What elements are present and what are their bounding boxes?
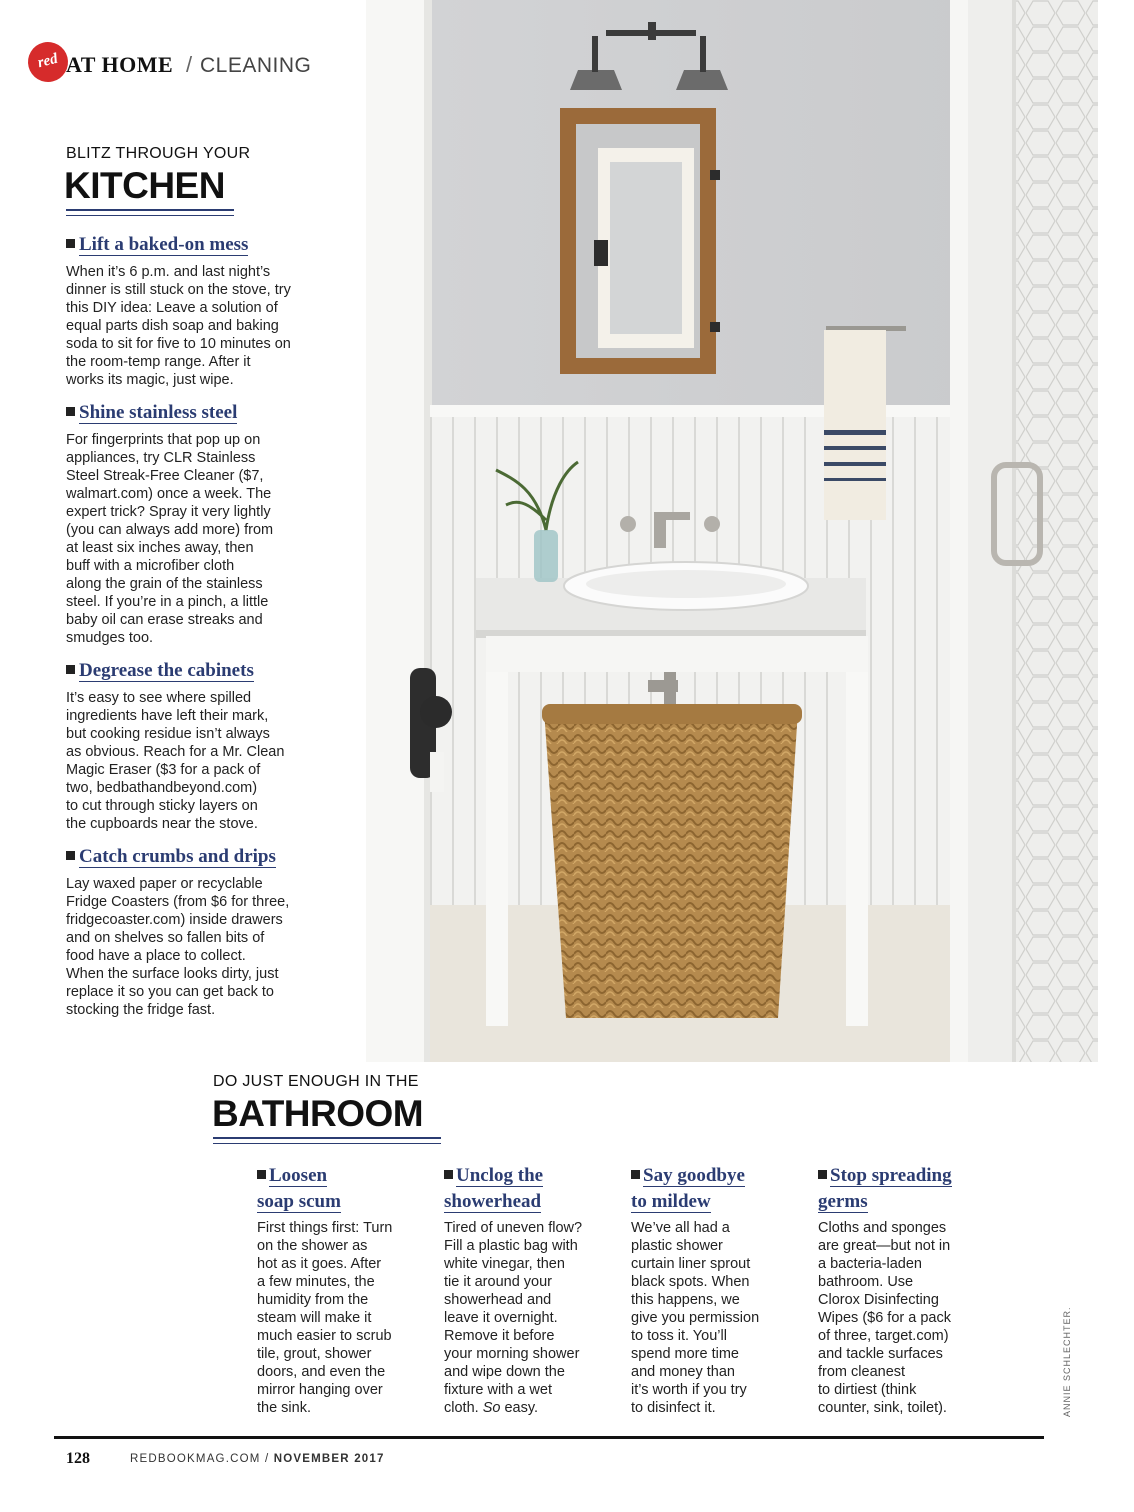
kitchen-rule	[66, 209, 234, 211]
bullet-square-icon	[66, 665, 75, 674]
kitchen-tip-body: When it’s 6 p.m. and last night’s dinner is still stuck on the stove, try this DIY idea: Leave a solution of equal parts dish soap and baking soda to sit for five to 10 minutes on the room-temp range. After it works its magic, just wipe.	[66, 264, 291, 388]
kitchen-kicker: BLITZ THROUGH YOUR	[66, 145, 251, 162]
bathroom-rule	[213, 1137, 441, 1139]
header-slash: /	[186, 52, 193, 77]
bathroom-title: BATHROOM	[212, 1093, 424, 1134]
bullet-square-icon	[66, 851, 75, 860]
bathroom-photo	[366, 0, 1098, 1062]
kitchen-tip-title: Catch crumbs and drips	[66, 844, 276, 870]
kitchen-tip-title: Degrease the cabinets	[66, 658, 254, 684]
kitchen-rule-thin	[66, 215, 234, 216]
bathroom-tip-body: Tired of uneven flow? Fill a plastic bag with white vinegar, then tie it around your showerhead and leave it overnight. Remove it before your morning shower and wipe down the fixture with a wet cloth. So easy.	[444, 1220, 583, 1416]
bathroom-tip-title: Say goodbye to mildew	[631, 1165, 745, 1212]
bathroom-kicker: DO JUST ENOUGH IN THE	[213, 1073, 419, 1090]
bathroom-tip-title: Loosen soap scum	[257, 1165, 341, 1212]
bathroom-tip-title: Stop spreading germs	[818, 1165, 952, 1212]
bullet-square-icon	[818, 1170, 827, 1179]
bullet-square-icon	[66, 239, 75, 248]
footer-site: REDBOOKMAG.COM / NOVEMBER 2017	[130, 1453, 385, 1465]
bullet-square-icon	[444, 1170, 453, 1179]
bullet-square-icon	[631, 1170, 640, 1179]
kitchen-tip-title: Lift a baked-on mess	[66, 232, 248, 258]
header-brand: AT HOME	[66, 52, 174, 77]
bathroom-tip-title: Unclog the showerhead	[444, 1165, 544, 1212]
kitchen-title: KITCHEN	[64, 165, 225, 206]
bullet-square-icon	[257, 1170, 266, 1179]
header-section: CLEANING	[200, 54, 312, 77]
kitchen-tip-body: Lay waxed paper or recyclable Fridge Coasters (from $6 for three, fridgecoaster.com) inside drawers and on shelves so fallen bits of food have a place to collect. When the surface looks dirty, just replace it so you can get back to stocking the fridge fast.	[66, 876, 290, 1018]
bathroom-tip-body: Cloths and sponges are great—but not in a bacteria-laden bathroom. Use Clorox Disinfecting Wipes ($6 for a pack of three, target.com) and tackle surfaces from cleanest to dirtiest (think counter, sink, toilet).	[818, 1220, 951, 1416]
footer-rule	[54, 1436, 1044, 1439]
page-number: 128	[66, 1450, 90, 1467]
red-logo: red	[24, 38, 72, 86]
kitchen-tip-body: It’s easy to see where spilled ingredients have left their mark, but cooking residue isn’t always as obvious. Reach for a Mr. Clean Magic Eraser ($3 for a pack of two, bedbathandbeyond.com) to cut through sticky layers on the cupboards near the stove.	[66, 690, 285, 832]
kitchen-tip-title: Shine stainless steel	[66, 400, 237, 426]
photo-credit: ANNIE SCHLECHTER.	[1062, 1306, 1072, 1417]
kitchen-tip-body: For fingerprints that pop up on appliances, try CLR Stainless Steel Streak-Free Cleaner ($7, walmart.com) once a week. The expert trick? Spray it very lightly (you can always add more) from at least six inches away, then buff with a microfiber cloth along the grain of the stainless steel. If you’re in a pinch, a little baby oil can erase streaks and smudges too.	[66, 432, 274, 646]
bathroom-tip-body: We’ve all had a plastic shower curtain liner sprout black spots. When this happens, we give you permission to toss it. You’ll spend more time and money than it’s worth if you try to disinfect it.	[631, 1220, 760, 1416]
bathroom-rule-thin	[213, 1143, 441, 1144]
bathroom-tip-body: First things first: Turn on the shower as hot as it goes. After a few minutes, the humidity from the steam will make it much easier to scrub tile, grout, shower doors, and even the mirror hanging over the sink.	[257, 1220, 393, 1416]
bullet-square-icon	[66, 407, 75, 416]
